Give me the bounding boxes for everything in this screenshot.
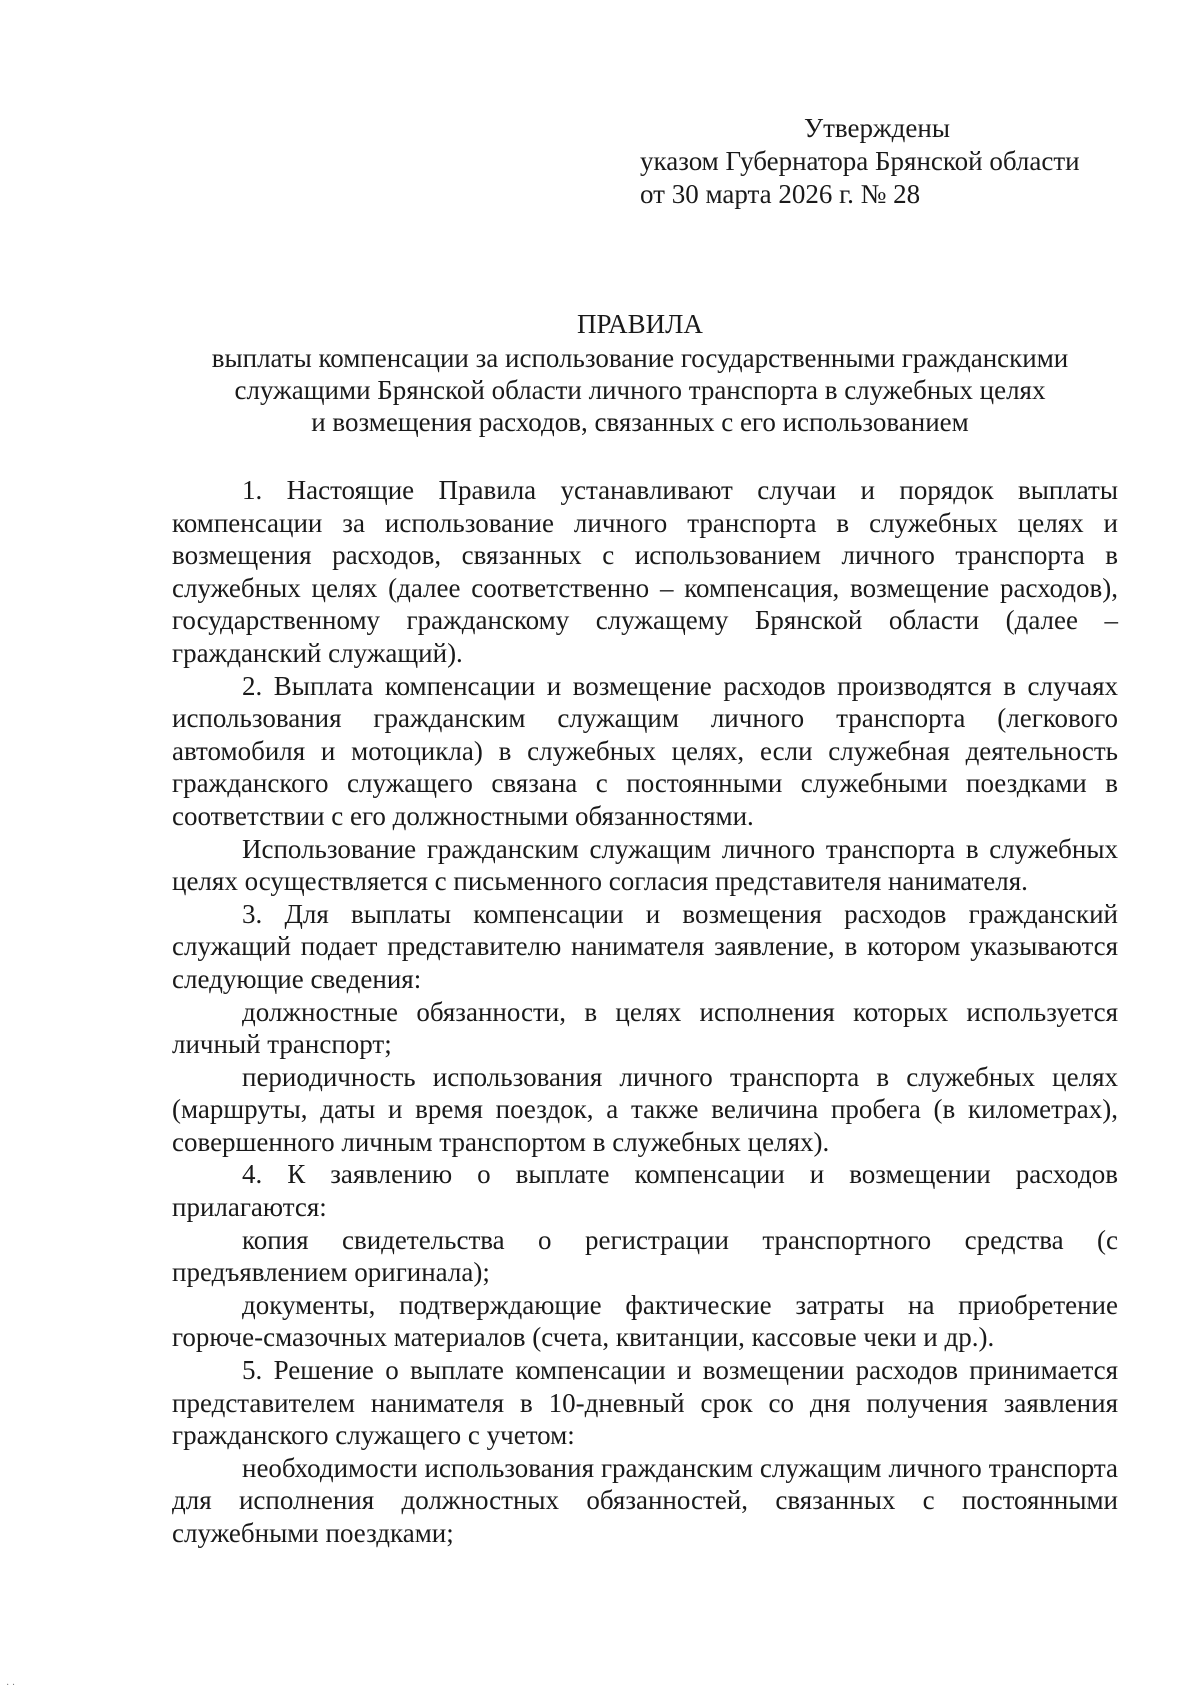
approval-line-approved: Утверждены <box>804 113 950 143</box>
approval-line-decree: указом Губернатора Брянской области <box>640 146 1080 176</box>
scan-artifact: · · <box>6 1680 16 1691</box>
paragraph-2-consent: Использование гражданским служащим личного транспорта в служебных целях осуществляется с письменного согласия представителя нанимателя. <box>172 833 1118 897</box>
paragraph-5: 5. Решение о выплате компенсации и возмещении расходов принимается представителем нанимателя в 10-дневный срок со дня получения заявления гражданского служащего с учетом: <box>172 1355 1118 1451</box>
paragraph-3-item-periodicity: периодичность использования личного транспорта в служебных целях (маршруты, даты и время поездок, а также величина пробега (в километрах), совершенного личным транспортом в служебных целях). <box>172 1061 1118 1157</box>
paragraph-4: 4. К заявлению о выплате компенсации и возмещении расходов прилагаются: <box>172 1159 1118 1223</box>
approval-line-date: от 30 марта 2026 г. № 28 <box>640 179 921 209</box>
approval-stamp <box>640 112 1080 211</box>
document-title: ПРАВИЛА <box>577 309 703 339</box>
paragraph-3-item-duties: должностные обязанности, в целях исполнения которых используется личный транспорт; <box>172 996 1118 1060</box>
paragraph-1: 1. Настоящие Правила устанавливают случаи и порядок выплаты компенсации за использование личного транспорта в служебных целях и возмещения расходов, связанных с использованием личного транспорта в служебных целях (далее соответственно – компенсация, возмещение расходов), государственному гражданскому служащему Брянской области (далее – гражданский служащий). <box>172 475 1118 668</box>
document-title-block <box>150 308 1130 438</box>
paragraph-3: 3. Для выплаты компенсации и возмещения расходов гражданский служащий подает представителю нанимателя заявление, в котором указываются следующие сведения: <box>172 898 1118 994</box>
paragraph-4-item-certificate: копия свидетельства о регистрации транспортного средства (с предъявлением оригинала); <box>172 1224 1118 1288</box>
document-body <box>172 474 1118 1550</box>
paragraph-2: 2. Выплата компенсации и возмещение расходов производятся в случаях использования гражданским служащим личного транспорта (легкового автомобиля и мотоцикла) в служебных целях, если служебная деятельность гражданского служащего связана с постоянными служебными поездками в соответствии с его должностными обязанностями. <box>172 670 1118 831</box>
paragraph-5-item-necessity: необходимости использования гражданским служащим личного транспорта для исполнения должностных обязанностей, связанных с постоянными служебными поездками; <box>172 1452 1118 1548</box>
document-subtitle-line-2: служащими Брянской области личного транспорта в служебных целях <box>234 375 1046 405</box>
paragraph-4-item-documents: документы, подтверждающие фактические затраты на приобретение горюче-смазочных материалов (счета, квитанции, кассовые чеки и др.). <box>172 1289 1118 1353</box>
document-subtitle-line-3: и возмещения расходов, связанных с его использованием <box>311 407 969 437</box>
document-subtitle-line-1: выплаты компенсации за использование государственными гражданскими <box>211 343 1069 373</box>
